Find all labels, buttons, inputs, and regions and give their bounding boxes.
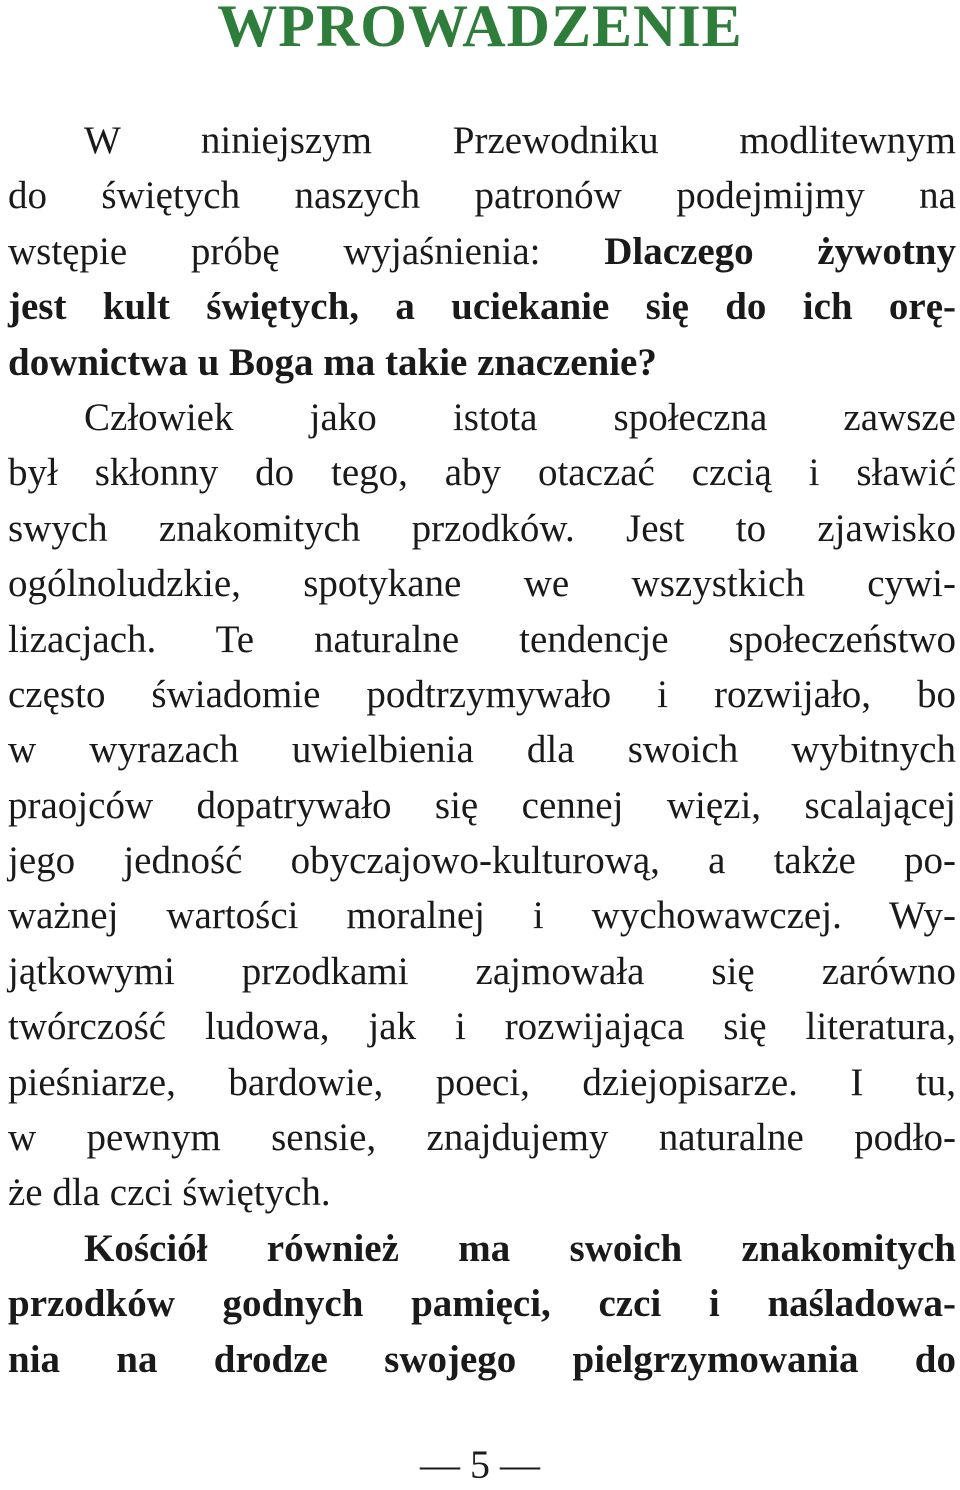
paragraph-2-line: że dla czci świętych. [8, 1171, 331, 1215]
paragraph-3-line: przodków godnych pamięci, czci i naśladowa- [8, 1282, 956, 1326]
paragraph-1-bold-question: downictwa u Boga ma takie znaczenie? [8, 340, 657, 384]
paragraph-1-line: do świętych naszych patronów podejmijmy na [8, 174, 956, 218]
paragraph-2-line: w pewnym sensie, znajdujemy naturalne podło- [8, 1116, 956, 1160]
chapter-title: WPROWADZENIE [217, 0, 743, 59]
paragraph-2-line: ważnej wartości moralnej i wychowawczej. Wy- [8, 894, 956, 938]
paragraph-1-bold-question: jest kult świętych, a uciekanie się do ich orę- [8, 285, 956, 329]
body-text [8, 113, 956, 1387]
paragraph-2-line: lizacjach. Te naturalne tendencje społeczeństwo [8, 617, 956, 661]
paragraph-2-line: pieśniarze, bardowie, poeci, dziejopisarze. I tu, [8, 1060, 956, 1104]
page-number: — 5 — [420, 1442, 540, 1487]
paragraph-2-line: jego jedność obyczajowo-kulturową, a także po- [8, 839, 956, 883]
paragraph-3-line: nia na drodze swojego pielgrzymowania do [8, 1337, 956, 1381]
paragraph-2-line: często świadomie podtrzymywało i rozwijało, bo [8, 672, 956, 716]
paragraph-1-bold-question: Dlaczego żywotny [604, 229, 956, 273]
paragraph-2-line: praojców dopatrywało się cennej więzi, scalającej [8, 783, 956, 827]
paragraph-1-text: wstępie próbę wyjaśnienia: [8, 229, 605, 273]
paragraph-2-line: twórczość ludowa, jak i rozwijająca się literatura, [8, 1005, 956, 1049]
paragraph-1-line [8, 224, 956, 279]
paragraph-2-line: był skłonny do tego, aby otaczać czcią i sławić [8, 451, 956, 495]
paragraph-2-line: Człowiek jako istota społeczna zawsze [84, 395, 956, 439]
paragraph-3-line: Kościół również ma swoich znakomitych [84, 1226, 956, 1270]
paragraph-1-line: W niniejszym Przewodniku modlitewnym [84, 119, 956, 162]
paragraph-2-line: swych znakomitych przodków. Jest to zjawisko [8, 506, 956, 550]
paragraph-2-line: w wyrazach uwielbienia dla swoich wybitnych [8, 728, 956, 772]
paragraph-2-line: jątkowymi przodkami zajmowała się zarówno [8, 949, 956, 993]
paragraph-2-line: ogólnoludzkie, spotykane we wszystkich cywi- [8, 562, 956, 606]
